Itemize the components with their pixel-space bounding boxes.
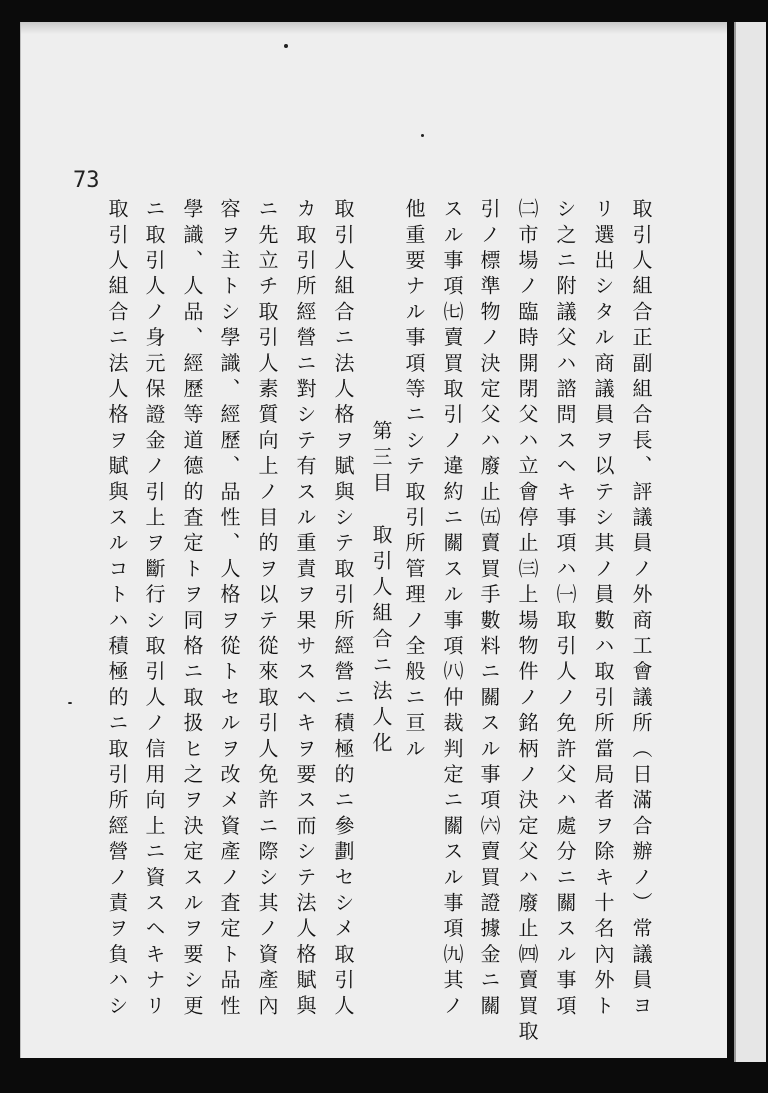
text-column-3: シ之ニ附議父ハ諮問スヘキ事項ハ㈠取引人ノ免許父ハ處分ニ關スル事項 [553, 198, 577, 1021]
text-column-6: スル事項㈦賣買取引ノ違約ニ關スル事項㈧仲裁判定ニ關スル事項㈨其ノ [440, 198, 464, 1021]
text-column-1: 取引人組合正副組合長、評議員ノ外商工會議所（日滿合辦ノ）常議員ヨ [629, 198, 653, 1021]
section-heading: 第三目 取引人組合ニ法人化 [369, 420, 393, 758]
text-column-13: ニ取引人ノ身元保證金ノ引上ヲ斷行シ取引人ノ信用向上ニ資スヘキナリ [142, 198, 166, 1021]
scan-speck [68, 702, 72, 704]
text-column-5: 引ノ標準物ノ決定父ハ廢止㈤賣買手數料ニ關スル事項㈥賣買證據金ニ關 [477, 198, 501, 1021]
text-column-2: リ選出シタル商議員ヲ以テシ其ノ員數ハ取引所當局者ヲ除キ十名內外ト [591, 198, 615, 1021]
text-column-10: ニ先立チ取引人素質向上ノ目的ヲ以テ從來取引人免許ニ際シ其ノ資產內 [255, 198, 279, 1021]
scan-speck [284, 44, 288, 48]
adjacent-page-edge [734, 22, 766, 1062]
text-column-4: ㈡市場ノ臨時開閉父ハ立會停止㈢上場物件ノ銘柄ノ決定父ハ廢止㈣賣買取 [515, 198, 539, 1047]
text-column-7: 他重要ナル事項等ニシテ取引所管理ノ全般ニ亘ル [402, 198, 426, 764]
text-column-11: 容ヲ主トシ學識、經歷、品性、人格ヲ從トセルヲ改メ資產ノ査定ト品性 [217, 198, 241, 1021]
text-column-12: 學識、人品、經歷等道德的査定トヲ同格ニ取扱ヒ之ヲ決定スルヲ要シ更 [180, 198, 204, 1021]
page-number: 73 [73, 168, 100, 193]
document-page [20, 22, 727, 1058]
scan-speck [421, 134, 424, 137]
text-column-14: 取引人組合ニ法人格ヲ賦與スルコトハ積極的ニ取引所經營ノ責ヲ負ハシ [105, 198, 129, 1021]
text-column-8: 取引人組合ニ法人格ヲ賦與シテ取引所經營ニ積極的ニ參劃セシメ取引人 [331, 198, 355, 1021]
text-column-9: カ取引所經營ニ對シテ有スル重責ヲ果サスヘキヲ要ス而シテ法人格賦與 [293, 198, 317, 1021]
